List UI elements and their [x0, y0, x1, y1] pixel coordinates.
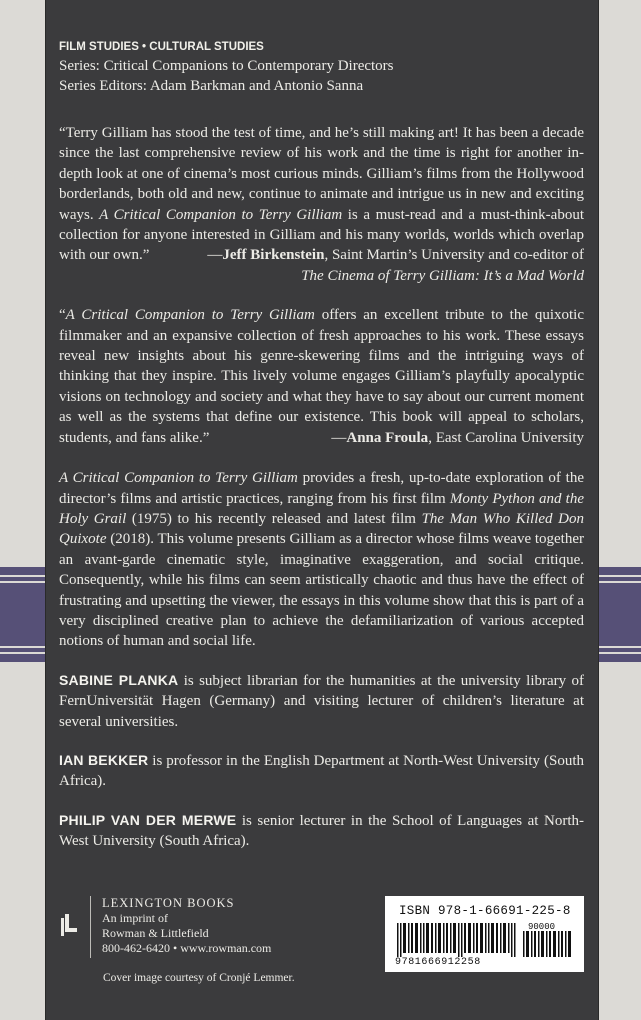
cover-image-credit: Cover image courtesy of Cronjé Lemmer.	[103, 972, 295, 984]
isbn-barcode	[385, 896, 584, 972]
publisher-imprint: An imprint of	[102, 911, 168, 925]
quote-1-attribution: —Jeff Birkenstein, Saint Martin’s University and co-editor of The Cinema of Terry Gilliam: It’s a Mad World	[207, 247, 584, 284]
right-purple-band	[596, 567, 641, 662]
editor-bio: IAN BEKKER is professor in the English Department at North-West University (South Africa).	[59, 752, 585, 790]
series-editors: Series Editors: Adam Barkman and Antonio Sanna	[59, 78, 364, 94]
series-title: Series: Critical Companions to Contemporary Directors	[59, 58, 394, 74]
publisher-logo-icon	[61, 914, 79, 936]
editor-bio: SABINE PLANKA is subject librarian for the humanities at the university library of FernUniversität Hagen (Germany) and visiting lecturer of children’s literature at several universities.	[59, 671, 585, 730]
left-purple-band	[0, 567, 45, 662]
publisher-name: LEXINGTON BOOKS	[102, 896, 235, 910]
publisher-contact: 800-462-6420 • www.rowman.com	[102, 941, 272, 955]
quote-1-book: The Cinema of Terry Gilliam: It’s a Mad World	[301, 267, 584, 284]
subject-categories: FILM STUDIES • CULTURAL STUDIES	[59, 41, 264, 53]
editor-name: SABINE PLANKA	[59, 671, 179, 688]
publisher-parent: Rowman & Littlefield	[102, 926, 209, 940]
book-description: A Critical Companion to Terry Gilliam provides a fresh, up-to-date exploration of the director’s films and artistic practices, ranging from his first film Monty Python and the Holy Grail (1975) to his recently released and latest film The Man Who Killed Don Quixote (2018). This volume presents Gilliam as a director whose films weave together an avant-garde cinematic style, imaginative exaggeration, and social critique. Consequently, while his films can seem artistically chaotic and thus have the effect of frustrating and upsetting the viewer, the essays in this volume show that this is part of a very disciplined creative plan to achieve the defamiliarization of various accepted notions of human and social life.	[59, 470, 585, 650]
isbn-number: ISBN 978-1-66691-225-8	[399, 904, 571, 918]
right-cover-edge	[596, 0, 641, 1020]
quote-2-attribution: —Anna Froula, East Carolina University	[331, 429, 584, 446]
publisher-block	[61, 896, 321, 961]
left-cover-edge	[0, 0, 45, 1020]
barcode-digits: 9781666912258	[395, 957, 481, 968]
price-code: 90000	[528, 922, 556, 932]
editor-name: PHILIP VAN DER MERWE	[59, 811, 237, 828]
publisher-divider	[90, 896, 91, 958]
endorsement-quote-1: “Terry Gilliam has stood the test of time, and he’s still making art! It has been a decade since the last comprehensive review of his work and the time is right for another in-depth look at one of cinema’s most curious minds. Gilliam’s films from the Hollywood borderlands, both old and new, continue to animate and intrigue us in new and exciting ways. A Critical Companion to Terry Gilliam is a must-read and a must-think-about collection for anyone interested in Gilliam and his many worlds, worlds which overlap with our own.” —Jeff Birkenstein, Saint Martin’s University and co-editor of The Cinema of Terry Gilliam: It’s a Mad World	[59, 123, 584, 286]
quote-1-author: Jeff Birkenstein	[222, 247, 325, 264]
back-cover-text	[59, 38, 584, 852]
endorsement-quote-2: “A Critical Companion to Terry Gilliam offers an excellent tribute to the quixotic filmmaker and an expansive collection of fresh approaches to his work. These essays reveal new insights about his genre-skewering films and the intriguing ways of thinking that they inspire. This lively volume engages Gilliam’s playfully apocalyptic visions on technology and society and what they have to say about our current moment as well as the systems that define our existence. This book will appeal to scholars, students, and fans alike.” —Anna Froula, East Carolina University	[59, 305, 584, 448]
editor-bio: PHILIP VAN DER MERWE is senior lecturer in the School of Languages at North-West University (South Africa).	[59, 811, 584, 850]
quote-2-author: Anna Froula	[346, 429, 429, 446]
editor-name: IAN BEKKER	[59, 752, 149, 768]
